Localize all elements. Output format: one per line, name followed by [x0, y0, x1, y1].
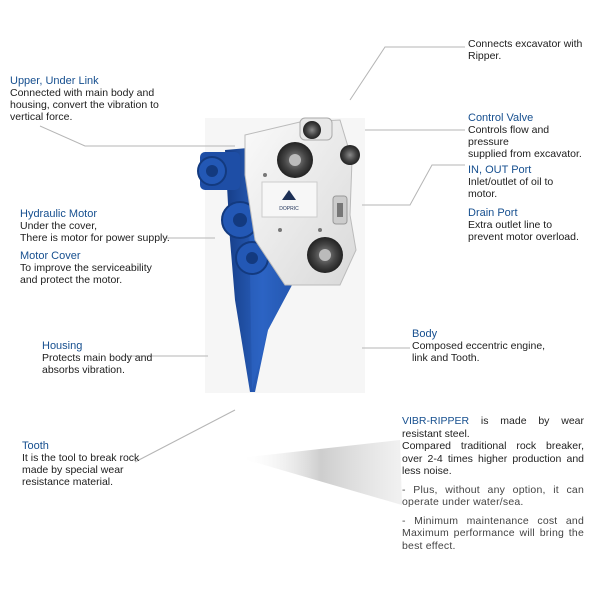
callout-upper-link-text: Connected with main body and housing, convert the vibration to vertical force. [10, 87, 159, 123]
info-box [402, 415, 584, 558]
callout-control-valve-text: Controls flow and pressure supplied from excavator. [468, 124, 582, 160]
callout-in-out-port-title: IN, OUT Port [468, 164, 532, 176]
shadow-wedge [240, 440, 402, 505]
callout-in-out-port [468, 164, 598, 200]
callout-hydraulic-motor-text: Under the cover, There is motor for power supply. [20, 220, 170, 244]
callout-body-text: Composed eccentric engine, link and Tooth. [412, 340, 546, 364]
callout-tooth [22, 440, 172, 488]
callout-control-valve-title: Control Valve [468, 112, 534, 124]
callout-upper-link [10, 75, 180, 123]
info-brand: VIBR-RIPPER [402, 415, 470, 427]
leader-in-out-port [362, 165, 465, 205]
callout-housing [42, 340, 192, 376]
leader-top-connect [350, 47, 465, 100]
info-lead [402, 415, 584, 478]
callout-body [412, 328, 592, 364]
callout-body-title: Body [412, 328, 438, 340]
callout-motor-cover [20, 250, 195, 286]
callout-top-connect [468, 38, 598, 62]
callout-hydraulic-motor [20, 208, 195, 244]
info-lead-2: Compared traditional rock breaker, over 2-4 times higher production and less noise. [402, 440, 584, 477]
callout-tooth-title: Tooth [22, 440, 49, 452]
callout-motor-cover-text: To improve the serviceability and protect the motor. [20, 262, 152, 286]
callout-drain-port-text: Extra outlet line to prevent motor overload. [468, 219, 579, 243]
callout-top-connect-text: Connects excavator with Ripper. [468, 38, 583, 62]
callout-tooth-text: It is the tool to break rock made by special wear resistance material. [22, 452, 140, 488]
callout-upper-link-title: Upper, Under Link [10, 75, 99, 87]
callout-control-valve [468, 112, 598, 160]
info-lead-rest: is made by wear resistant steel. [402, 415, 584, 440]
callout-motor-cover-title: Motor Cover [20, 250, 81, 262]
callout-drain-port-title: Drain Port [468, 207, 518, 219]
callout-in-out-port-text: Inlet/outlet of oil to motor. [468, 176, 554, 200]
info-point-1: - Plus, without any option, it can operate under water/sea. [402, 483, 584, 508]
info-point-2: - Minimum maintenance cost and Maximum performance will bring the best effect. [402, 514, 584, 552]
callout-drain-port [468, 207, 598, 243]
callout-housing-text: Protects main body and absorbs vibration. [42, 352, 153, 376]
brand-logo-text: DOPRIC [279, 206, 299, 212]
callout-hydraulic-motor-title: Hydraulic Motor [20, 208, 98, 220]
callout-housing-title: Housing [42, 340, 83, 352]
